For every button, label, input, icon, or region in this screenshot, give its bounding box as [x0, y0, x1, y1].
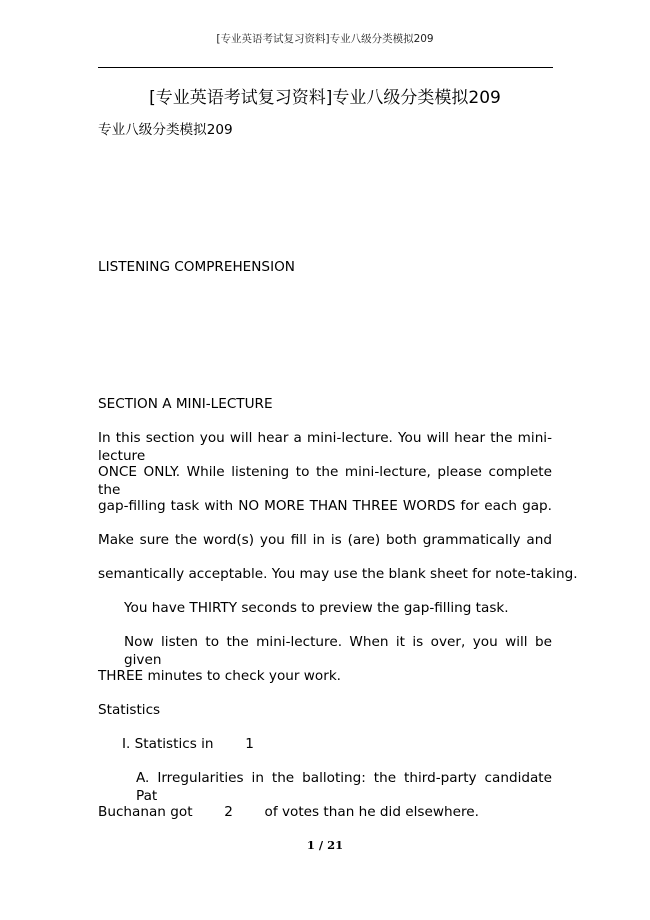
outline-item-1 — [122, 735, 552, 753]
topic-heading: Statistics — [98, 702, 161, 718]
part-heading: LISTENING COMPREHENSION — [98, 259, 295, 275]
instructions-line-4: Make sure the word(s) you fill in is (are) both grammatically and — [98, 532, 552, 548]
instructions-line-2: ONCE ONLY. While listening to the mini-lecture, please complete the — [98, 464, 552, 498]
header-divider — [98, 67, 553, 68]
outline-item-a-before: Buchanan got — [98, 804, 193, 820]
page-indicator: 1 / 21 — [306, 838, 344, 852]
document-subtitle: 专业八级分类模拟209 — [98, 122, 233, 138]
running-header: [专业英语考试复习资料]专业八级分类模拟209 — [216, 33, 434, 45]
instructions-line-1: In this section you will hear a mini-lecture. You will hear the mini-lecture — [98, 430, 552, 464]
document-title: [专业英语考试复习资料]专业八级分类模拟209 — [149, 88, 501, 108]
outline-item-a-line-2 — [98, 803, 552, 821]
outline-item-a-line-1: A. Irregularities in the balloting: the third-party candidate Pat — [136, 770, 552, 804]
section-heading: SECTION A MINI-LECTURE — [98, 396, 273, 412]
listen-line-2: THREE minutes to check your work. — [98, 668, 342, 684]
gap-1-number: 1 — [245, 736, 254, 752]
outline-item-a-after: of votes than he did elsewhere. — [264, 804, 479, 820]
instructions-line-3: gap-filling task with NO MORE THAN THREE WORDS for each gap. — [98, 498, 552, 514]
preview-note: You have THIRTY seconds to preview the gap-filling task. — [124, 600, 509, 616]
instructions-line-5: semantically acceptable. You may use the blank sheet for note-taking. — [98, 566, 578, 582]
outline-item-1-label: Ⅰ. Statistics in — [122, 736, 214, 752]
listen-line-1: Now listen to the mini-lecture. When it is over, you will be given — [124, 634, 552, 668]
gap-2-number: 2 — [224, 804, 233, 820]
